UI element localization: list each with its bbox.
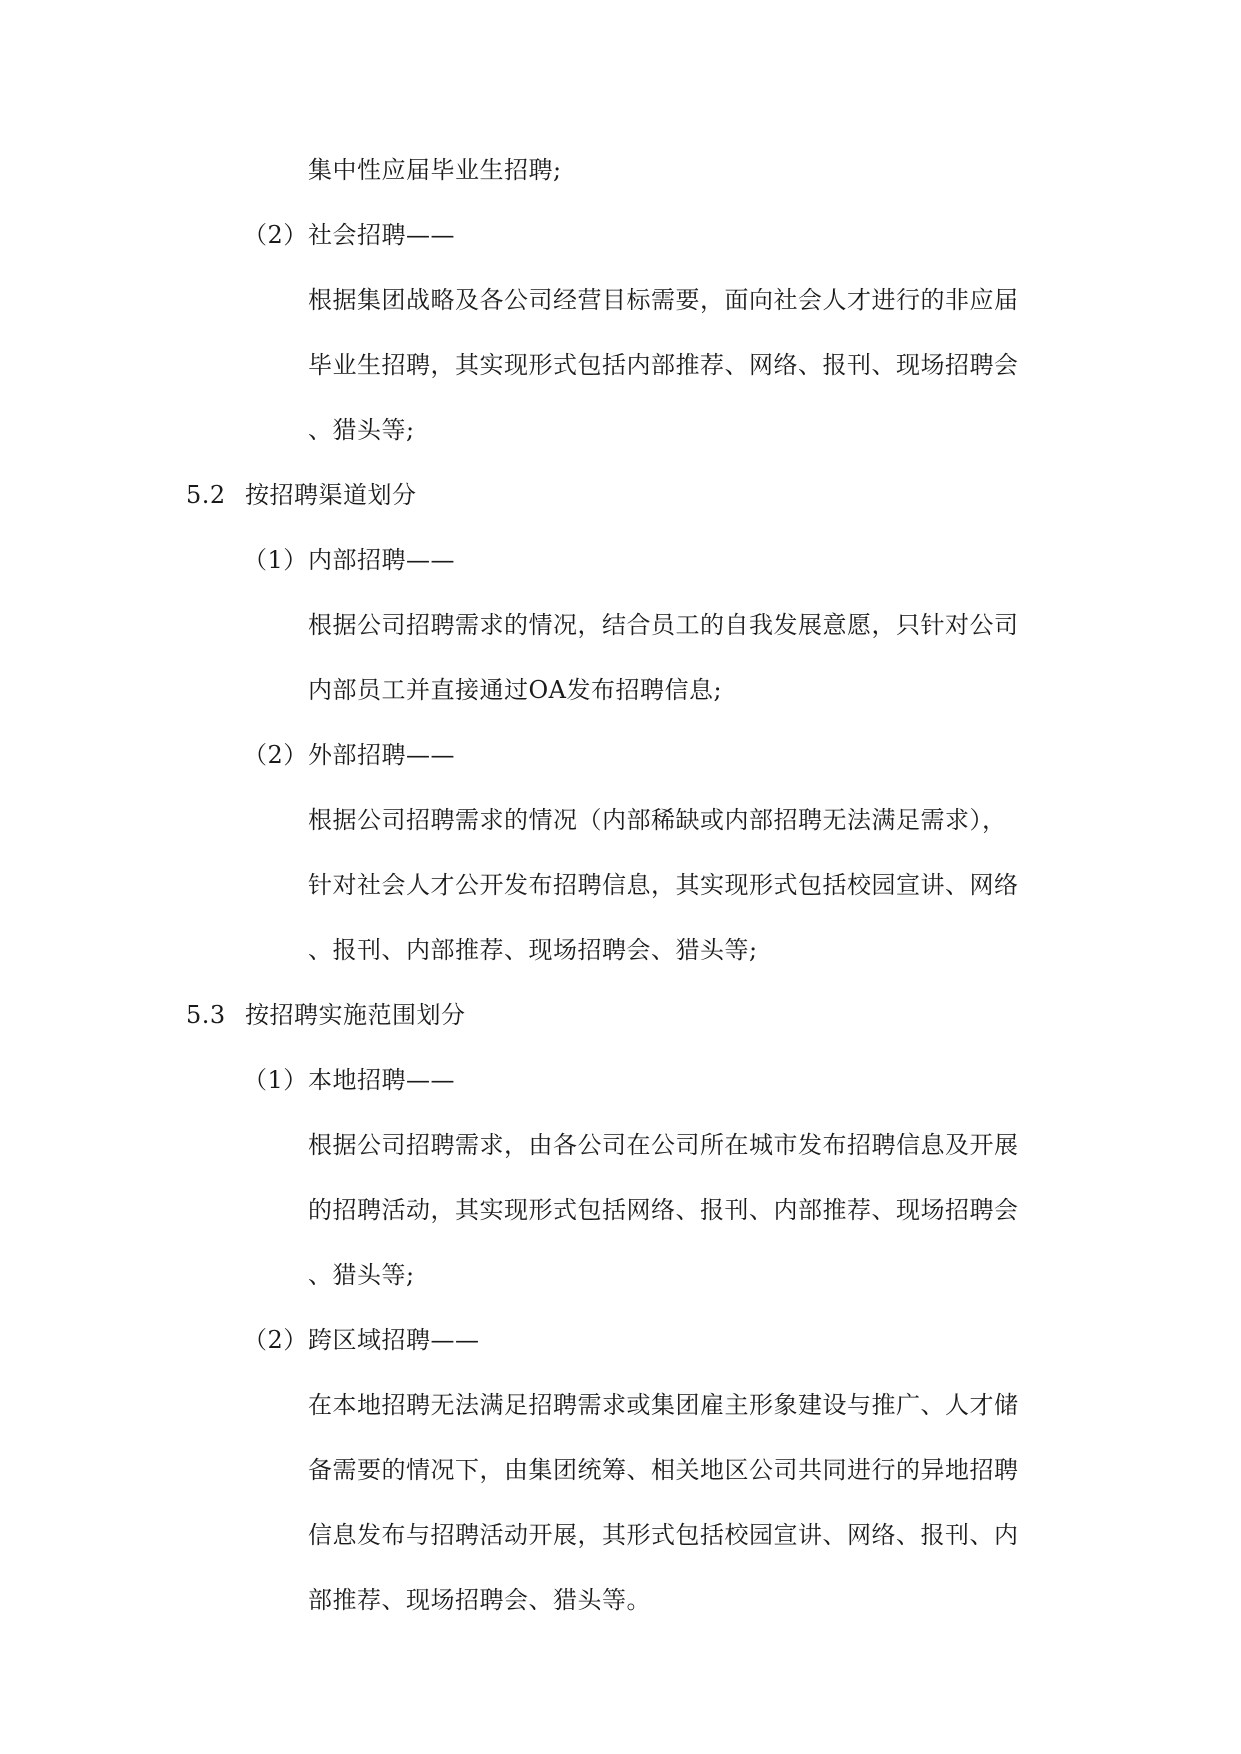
body-line: 部推荐、现场招聘会、猎头等。 xyxy=(308,1586,651,1614)
body-line: 针对社会人才公开发布招聘信息，其实现形式包括校园宣讲、网络 xyxy=(308,871,1019,899)
item-number: （1） xyxy=(243,546,308,574)
item-title: 本地招聘—— xyxy=(308,1066,455,1094)
section-number: 5.3 xyxy=(186,1001,226,1029)
section-title: 按招聘渠道划分 xyxy=(245,481,417,509)
item-number: （2） xyxy=(243,1326,308,1354)
item-title: 外部招聘—— xyxy=(308,741,455,769)
body-line: 根据集团战略及各公司经营目标需要，面向社会人才进行的非应届 xyxy=(308,286,1019,314)
body-line: 根据公司招聘需求的情况（内部稀缺或内部招聘无法满足需求）， xyxy=(308,806,1007,834)
item-number: （2） xyxy=(243,741,308,769)
body-line: 在本地招聘无法满足招聘需求或集团雇主形象建设与推广、人才储 xyxy=(308,1391,1019,1419)
body-line: 集中性应届毕业生招聘; xyxy=(308,156,562,184)
body-line: 信息发布与招聘活动开展，其形式包括校园宣讲、网络、报刊、内 xyxy=(308,1521,1019,1549)
item-number: （2） xyxy=(243,221,308,249)
body-line: 、猎头等; xyxy=(308,1261,415,1289)
body-line: 内部员工并直接通过OA发布招聘信息; xyxy=(308,676,723,704)
body-line: 根据公司招聘需求，由各公司在公司所在城市发布招聘信息及开展 xyxy=(308,1131,1019,1159)
body-line: 的招聘活动，其实现形式包括网络、报刊、内部推荐、现场招聘会 xyxy=(308,1196,1019,1224)
item-title: 跨区域招聘—— xyxy=(308,1326,480,1354)
body-line: 、报刊、内部推荐、现场招聘会、猎头等; xyxy=(308,936,758,964)
body-line: 根据公司招聘需求的情况，结合员工的自我发展意愿，只针对公司 xyxy=(308,611,1019,639)
item-title: 社会招聘—— xyxy=(308,221,455,249)
item-number: （1） xyxy=(243,1066,308,1094)
section-title: 按招聘实施范围划分 xyxy=(245,1001,466,1029)
body-line: 、猎头等; xyxy=(308,416,415,444)
section-number: 5.2 xyxy=(186,481,226,509)
body-line: 毕业生招聘，其实现形式包括内部推荐、网络、报刊、现场招聘会 xyxy=(308,351,1019,379)
body-line: 备需要的情况下，由集团统筹、相关地区公司共同进行的异地招聘 xyxy=(308,1456,1019,1484)
item-title: 内部招聘—— xyxy=(308,546,455,574)
